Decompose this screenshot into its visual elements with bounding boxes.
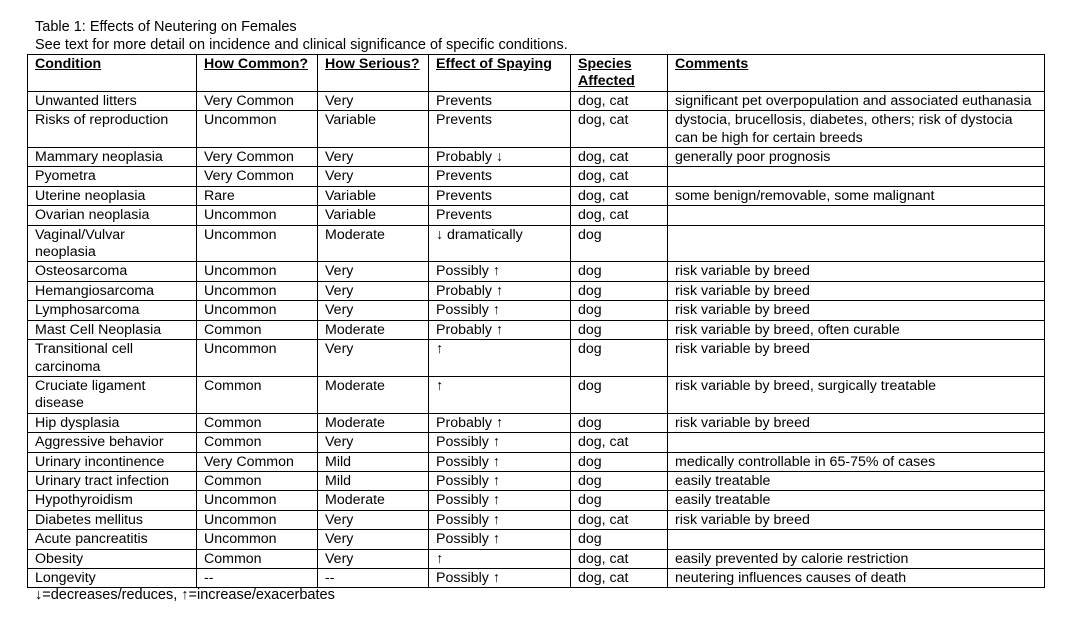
comments-cell: easily treatable <box>668 491 1045 510</box>
species-cell: dog <box>571 320 668 339</box>
condition-cell: Unwanted litters <box>28 91 197 110</box>
condition-cell: Mast Cell Neoplasia <box>28 320 197 339</box>
seriousness-cell: Very <box>318 301 429 320</box>
column-header: Condition <box>28 55 197 92</box>
spay-effect-cell: ↑ <box>429 340 571 377</box>
species-cell: dog <box>571 301 668 320</box>
column-header: Effect of Spaying <box>429 55 571 92</box>
species-cell: dog, cat <box>571 148 668 167</box>
species-cell: dog <box>571 340 668 377</box>
comments-cell: some benign/removable, some malignant <box>668 186 1045 205</box>
table-row <box>28 91 1045 110</box>
table-row <box>28 320 1045 339</box>
condition-cell: Aggressive behavior <box>28 433 197 452</box>
table-body <box>28 91 1045 588</box>
species-cell: dog <box>571 281 668 300</box>
species-cell: dog <box>571 413 668 432</box>
condition-cell: Uterine neoplasia <box>28 186 197 205</box>
table-row <box>28 340 1045 377</box>
condition-cell: Vaginal/Vulvar neoplasia <box>28 225 197 262</box>
comments-cell <box>668 530 1045 549</box>
species-cell: dog, cat <box>571 167 668 186</box>
species-cell: dog, cat <box>571 568 668 587</box>
table-row <box>28 281 1045 300</box>
seriousness-cell: Variable <box>318 111 429 148</box>
table-row <box>28 433 1045 452</box>
comments-cell: neutering influences causes of death <box>668 568 1045 587</box>
spay-effect-cell: Prevents <box>429 111 571 148</box>
commonness-cell: Uncommon <box>197 111 318 148</box>
commonness-cell: Uncommon <box>197 206 318 225</box>
spay-effect-cell: Prevents <box>429 91 571 110</box>
spay-effect-cell: Probably ↑ <box>429 281 571 300</box>
commonness-cell: Uncommon <box>197 301 318 320</box>
table-subtitle: See text for more detail on incidence and clinical significance of specific conditions. <box>35 37 568 53</box>
table-footnote: ↓=decreases/reduces, ↑=increase/exacerbates <box>35 587 335 603</box>
table-row <box>28 549 1045 568</box>
spay-effect-cell: Possibly ↑ <box>429 471 571 490</box>
commonness-cell: Uncommon <box>197 510 318 529</box>
seriousness-cell: Very <box>318 549 429 568</box>
comments-cell: risk variable by breed <box>668 281 1045 300</box>
species-cell: dog, cat <box>571 433 668 452</box>
seriousness-cell: Very <box>318 510 429 529</box>
species-cell: dog, cat <box>571 510 668 529</box>
comments-cell: medically controllable in 65-75% of cases <box>668 452 1045 471</box>
commonness-cell: Very Common <box>197 148 318 167</box>
condition-cell: Hemangiosarcoma <box>28 281 197 300</box>
condition-cell: Ovarian neoplasia <box>28 206 197 225</box>
condition-cell: Mammary neoplasia <box>28 148 197 167</box>
comments-cell: significant pet overpopulation and associated euthanasia <box>668 91 1045 110</box>
commonness-cell: Uncommon <box>197 281 318 300</box>
spay-effect-cell: Possibly ↑ <box>429 491 571 510</box>
species-cell: dog, cat <box>571 91 668 110</box>
condition-cell: Urinary incontinence <box>28 452 197 471</box>
spay-effect-cell: Prevents <box>429 167 571 186</box>
comments-cell <box>668 167 1045 186</box>
commonness-cell: Common <box>197 433 318 452</box>
comments-cell: risk variable by breed, often curable <box>668 320 1045 339</box>
spay-effect-cell: Possibly ↑ <box>429 301 571 320</box>
spay-effect-cell: Possibly ↑ <box>429 262 571 281</box>
seriousness-cell: Moderate <box>318 491 429 510</box>
species-cell: dog <box>571 262 668 281</box>
spay-effect-cell: Probably ↑ <box>429 320 571 339</box>
condition-cell: Longevity <box>28 568 197 587</box>
condition-cell: Risks of reproduction <box>28 111 197 148</box>
seriousness-cell: Very <box>318 281 429 300</box>
seriousness-cell: Moderate <box>318 225 429 262</box>
species-cell: dog <box>571 530 668 549</box>
table-row <box>28 376 1045 413</box>
comments-cell: easily prevented by calorie restriction <box>668 549 1045 568</box>
species-cell: dog, cat <box>571 111 668 148</box>
comments-cell: generally poor prognosis <box>668 148 1045 167</box>
table-row <box>28 206 1045 225</box>
spay-effect-cell: Probably ↓ <box>429 148 571 167</box>
condition-cell: Pyometra <box>28 167 197 186</box>
spay-effect-cell: Possibly ↑ <box>429 530 571 549</box>
seriousness-cell: Moderate <box>318 413 429 432</box>
column-header: Comments <box>668 55 1045 92</box>
species-cell: dog <box>571 491 668 510</box>
seriousness-cell: Moderate <box>318 376 429 413</box>
table-row <box>28 491 1045 510</box>
species-cell: dog, cat <box>571 186 668 205</box>
comments-cell: dystocia, brucellosis, diabetes, others; risk of dystocia can be high for certain breeds <box>668 111 1045 148</box>
spay-effect-cell: Prevents <box>429 206 571 225</box>
table-row <box>28 452 1045 471</box>
spay-effect-cell: ↑ <box>429 376 571 413</box>
table-row <box>28 510 1045 529</box>
seriousness-cell: Very <box>318 91 429 110</box>
commonness-cell: Uncommon <box>197 340 318 377</box>
commonness-cell: Common <box>197 471 318 490</box>
species-cell: dog, cat <box>571 549 668 568</box>
commonness-cell: Rare <box>197 186 318 205</box>
table-row <box>28 568 1045 587</box>
condition-cell: Hip dysplasia <box>28 413 197 432</box>
species-cell: dog <box>571 452 668 471</box>
seriousness-cell: Very <box>318 340 429 377</box>
commonness-cell: Uncommon <box>197 262 318 281</box>
seriousness-cell: Variable <box>318 186 429 205</box>
table-row <box>28 167 1045 186</box>
table-row <box>28 413 1045 432</box>
seriousness-cell: -- <box>318 568 429 587</box>
seriousness-cell: Mild <box>318 471 429 490</box>
condition-cell: Osteosarcoma <box>28 262 197 281</box>
commonness-cell: Common <box>197 413 318 432</box>
spay-effect-cell: ↑ <box>429 549 571 568</box>
condition-cell: Acute pancreatitis <box>28 530 197 549</box>
commonness-cell: Common <box>197 376 318 413</box>
species-cell: dog <box>571 225 668 262</box>
spay-effect-cell: Possibly ↑ <box>429 568 571 587</box>
seriousness-cell: Mild <box>318 452 429 471</box>
comments-cell: risk variable by breed, surgically treatable <box>668 376 1045 413</box>
condition-cell: Urinary tract infection <box>28 471 197 490</box>
commonness-cell: Common <box>197 549 318 568</box>
comments-cell <box>668 206 1045 225</box>
table-row <box>28 301 1045 320</box>
comments-cell: easily treatable <box>668 471 1045 490</box>
commonness-cell: Very Common <box>197 452 318 471</box>
comments-cell <box>668 433 1045 452</box>
comments-cell: risk variable by breed <box>668 262 1045 281</box>
comments-cell <box>668 225 1045 262</box>
commonness-cell: -- <box>197 568 318 587</box>
seriousness-cell: Very <box>318 167 429 186</box>
condition-cell: Transitional cell carcinoma <box>28 340 197 377</box>
table-row <box>28 111 1045 148</box>
table-row <box>28 471 1045 490</box>
comments-cell: risk variable by breed <box>668 510 1045 529</box>
spay-effect-cell: ↓ dramatically <box>429 225 571 262</box>
commonness-cell: Uncommon <box>197 225 318 262</box>
spay-effect-cell: Prevents <box>429 186 571 205</box>
table-row <box>28 148 1045 167</box>
commonness-cell: Very Common <box>197 91 318 110</box>
table-row <box>28 262 1045 281</box>
comments-cell: risk variable by breed <box>668 301 1045 320</box>
species-cell: dog <box>571 471 668 490</box>
seriousness-cell: Very <box>318 433 429 452</box>
species-cell: dog <box>571 376 668 413</box>
seriousness-cell: Variable <box>318 206 429 225</box>
spay-effect-cell: Possibly ↑ <box>429 452 571 471</box>
condition-cell: Diabetes mellitus <box>28 510 197 529</box>
seriousness-cell: Very <box>318 148 429 167</box>
column-header: How Common? <box>197 55 318 92</box>
seriousness-cell: Moderate <box>318 320 429 339</box>
column-header: How Serious? <box>318 55 429 92</box>
species-cell: dog, cat <box>571 206 668 225</box>
seriousness-cell: Very <box>318 262 429 281</box>
condition-cell: Hypothyroidism <box>28 491 197 510</box>
table-header-row <box>28 55 1045 92</box>
commonness-cell: Common <box>197 320 318 339</box>
comments-cell: risk variable by breed <box>668 340 1045 377</box>
table-title: Table 1: Effects of Neutering on Females <box>35 19 297 35</box>
comments-cell: risk variable by breed <box>668 413 1045 432</box>
commonness-cell: Very Common <box>197 167 318 186</box>
commonness-cell: Uncommon <box>197 491 318 510</box>
table-row <box>28 225 1045 262</box>
spay-effect-cell: Possibly ↑ <box>429 433 571 452</box>
spay-effect-cell: Probably ↑ <box>429 413 571 432</box>
neutering-effects-table <box>27 54 1045 588</box>
table-row <box>28 530 1045 549</box>
column-header: Species Affected <box>571 55 668 92</box>
condition-cell: Lymphosarcoma <box>28 301 197 320</box>
spay-effect-cell: Possibly ↑ <box>429 510 571 529</box>
table-row <box>28 186 1045 205</box>
condition-cell: Cruciate ligament disease <box>28 376 197 413</box>
seriousness-cell: Very <box>318 530 429 549</box>
condition-cell: Obesity <box>28 549 197 568</box>
commonness-cell: Uncommon <box>197 530 318 549</box>
